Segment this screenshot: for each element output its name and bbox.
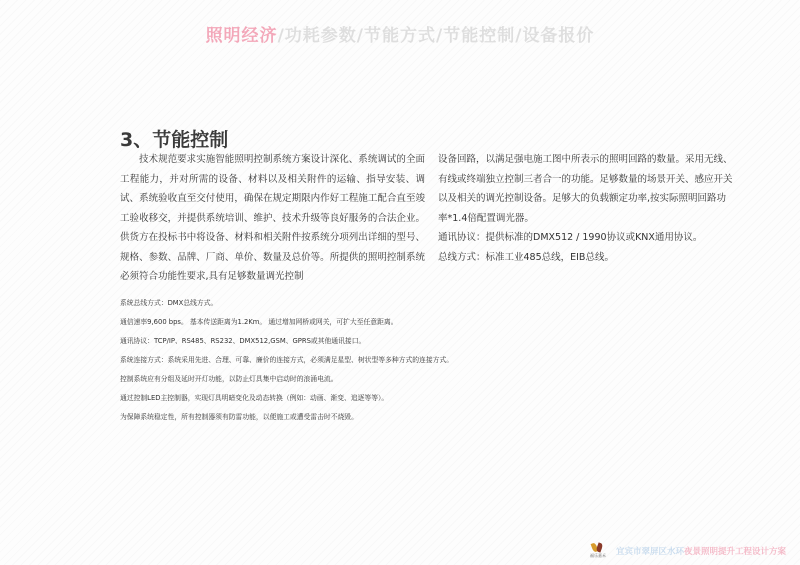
footer [590,542,786,559]
body-paragraph: 技术规范要求实施智能照明控制系统方案设计深化、系统调试的全面工程能力，并对所需的设备、材料以及相关附件的运输、指导安装、调试、系统验收直至交付使用，确保在规定期限内作好工程施工配合直至竣工验收移交，并提供系统培训、维护、技术升级等良好服务的合法企业。供货方在投标书中将设备、材料和相关附件按系统分项列出详细的型号、规格、参数、品牌、厂商、单价、数量及总价等。所提供的照明控制系统必须符合功能性要求,具有足够数量调光控制 [120,154,425,282]
nav-separator: / [515,26,523,46]
project-title [616,545,786,557]
nav-separator: / [277,26,285,46]
nav-separator: / [436,26,444,46]
leaf-logo-icon [592,542,604,552]
spec-item: 系统连接方式：系统采用先进、合理、可靠、廉价的连接方式，必须满足星型、树状型等多种方式的连接方式。 [120,356,454,364]
nav-item-power-parameters[interactable]: 功耗参数 [284,26,357,46]
top-navigation [0,21,800,46]
bus-line: 总线方式：标准工业485总线，EIB总线。 [438,251,614,263]
protocol-line: 通讯协议：提供标准的DMX512 / 1990协议或KNX通用协议。 [438,232,703,243]
body-text-left [120,150,425,287]
spec-list [120,294,453,427]
spec-item: 系统总线方式：DMX总线方式。 [120,299,218,307]
logo-text: 福乐嘉禾 [589,553,606,558]
spec-item: 通信速率9,600 bps。 基本传送距离为1.2Km。 通过增加网桥或网关，可扩大至任意距离。 [120,318,398,326]
nav-item-energy-saving-methods[interactable]: 节能方式 [364,26,436,46]
spec-item: 通过控制LED主控制器，实现灯具明暗变化及动态转换（例如：动画、渐变、追逐等等）。 [120,394,389,402]
spec-item: 为保障系统稳定性，所有控制器须有防雷功能，以便施工或遭受雷击时不烧毁。 [120,413,358,421]
nav-item-energy-saving-control[interactable]: 节能控制 [443,26,516,46]
section-title: 3、节能控制 [120,129,229,151]
nav-item-equipment-quotation[interactable]: 设备报价 [522,26,595,46]
project-title-location: 宜宾市翠屏区水环 [615,546,684,557]
spec-item: 通讯协议：TCP/IP、RS485、RS232、DMX512,GSM、GPRS或其他通讯接口。 [120,337,366,345]
company-logo [590,542,606,559]
nav-item-lighting-economy[interactable]: 照明经济 [205,26,278,46]
spec-item: 控制系统应有分组及延时开灯功能，以防止灯具集中启动时的浪涌电流。 [120,375,338,383]
nav-separator: / [356,26,364,46]
project-title-name: 夜景照明提升工程设计方案 [683,546,786,557]
body-text-right [438,150,733,267]
body-paragraph: 设备回路，以满足强电施工图中所表示的照明回路的数量。采用无线、有线或终端独立控制三者合一的功能。足够数量的场景开关、感应开关以及相关的调光控制设备。足够大的负载额定功率,按实际照明回路功率*1.4倍配置调光器。 [438,154,733,224]
